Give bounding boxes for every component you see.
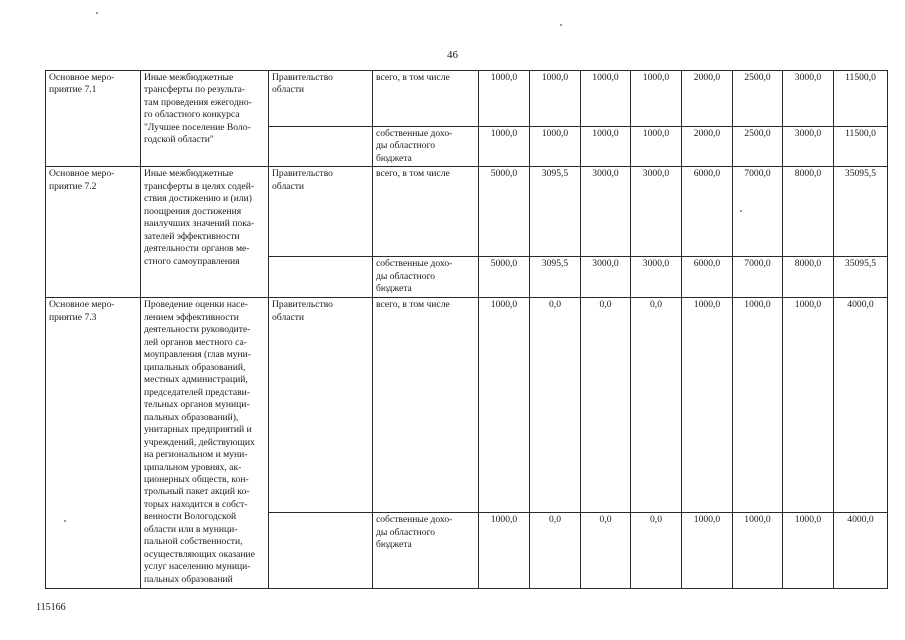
value-cell: 1000,0 xyxy=(581,127,631,167)
table-row xyxy=(46,167,888,257)
value-cell: 0,0 xyxy=(631,298,682,513)
value-cell: 0,0 xyxy=(631,513,682,589)
value-cell: 5000,0 xyxy=(479,257,530,298)
scan-speck xyxy=(64,520,66,522)
activity-name: Основное меро- приятие 7.1 xyxy=(46,71,141,167)
activity-name: Основное меро- приятие 7.3 xyxy=(46,298,141,589)
value-cell: 35095,5 xyxy=(834,167,888,257)
value-cell: 3000,0 xyxy=(581,257,631,298)
value-cell: 0,0 xyxy=(530,513,581,589)
value-cell: 11500,0 xyxy=(834,127,888,167)
scan-speck xyxy=(740,210,742,212)
value-cell: 3000,0 xyxy=(631,167,682,257)
source-own-label: собственные дохо- ды областного бюджета xyxy=(373,127,479,167)
value-cell: 1000,0 xyxy=(479,513,530,589)
activity-description: Иные межбюджетные трансферты по результа- там проведения ежегодно- го областного конкурса "Лучшее поселение Воло- годской области" xyxy=(141,71,269,167)
value-cell: 0,0 xyxy=(581,298,631,513)
value-cell: 7000,0 xyxy=(733,167,783,257)
activity-name: Основное меро- приятие 7.2 xyxy=(46,167,141,298)
value-cell: 4000,0 xyxy=(834,513,888,589)
value-cell: 5000,0 xyxy=(479,167,530,257)
value-cell: 1000,0 xyxy=(631,71,682,127)
value-cell: 8000,0 xyxy=(783,257,834,298)
value-cell: 1000,0 xyxy=(733,513,783,589)
source-total-label: всего, в том числе xyxy=(373,71,479,127)
value-cell: 2000,0 xyxy=(682,127,733,167)
executor: Правительство области xyxy=(269,167,373,257)
value-cell: 2500,0 xyxy=(733,127,783,167)
table-row xyxy=(46,71,888,127)
value-cell: 1000,0 xyxy=(479,298,530,513)
value-cell: 7000,0 xyxy=(733,257,783,298)
table-row xyxy=(46,298,888,513)
value-cell: 1000,0 xyxy=(530,71,581,127)
executor: Правительство области xyxy=(269,71,373,127)
scan-speck xyxy=(560,24,562,26)
activity-description: Проведение оценки насе- лением эффективности деятельности руководите- лей органов местного са- моуправления (глав муни- ципальных образований, местных администраций, председателей представи- тельных органов муници- пальных образований), унитарных предприятий и учреждений, действующих на региональном и муни- ципальном уровнях, ак- ционерных обществ, кон- трольный пакет акций ко- торых находится в собст- венности Вологодской области или в муници- пальной собственности, осуществляющих оказание услуг населению муници- пальных образований xyxy=(141,298,269,589)
value-cell: 3000,0 xyxy=(581,167,631,257)
value-cell: 3095,5 xyxy=(530,257,581,298)
value-cell: 1000,0 xyxy=(631,127,682,167)
value-cell: 2500,0 xyxy=(733,71,783,127)
value-cell: 4000,0 xyxy=(834,298,888,513)
source-total-label: всего, в том числе xyxy=(373,167,479,257)
value-cell: 1000,0 xyxy=(581,71,631,127)
value-cell: 6000,0 xyxy=(682,257,733,298)
executor-empty xyxy=(269,127,373,167)
funding-table xyxy=(45,70,888,589)
value-cell: 3095,5 xyxy=(530,167,581,257)
activity-description: Иные межбюджетные трансферты в целях содей- ствия достижению и (или) поощрения достижения наилучших значений пока- зателей эффективности деятельности органов ме- стного самоуправления xyxy=(141,167,269,298)
value-cell: 1000,0 xyxy=(783,513,834,589)
value-cell: 0,0 xyxy=(530,298,581,513)
source-total-label: всего, в том числе xyxy=(373,298,479,513)
value-cell: 1000,0 xyxy=(783,298,834,513)
document-code: 115166 xyxy=(36,602,66,613)
value-cell: 1000,0 xyxy=(479,127,530,167)
value-cell: 1000,0 xyxy=(682,298,733,513)
value-cell: 0,0 xyxy=(581,513,631,589)
value-cell: 11500,0 xyxy=(834,71,888,127)
value-cell: 1000,0 xyxy=(479,71,530,127)
value-cell: 8000,0 xyxy=(783,167,834,257)
source-own-label: собственные дохо- ды областного бюджета xyxy=(373,257,479,298)
source-own-label: собственные дохо- ды областного бюджета xyxy=(373,513,479,589)
value-cell: 2000,0 xyxy=(682,71,733,127)
value-cell: 1000,0 xyxy=(733,298,783,513)
scan-speck xyxy=(96,12,98,14)
page-number: 46 xyxy=(447,49,458,61)
value-cell: 1000,0 xyxy=(530,127,581,167)
value-cell: 3000,0 xyxy=(783,71,834,127)
value-cell: 3000,0 xyxy=(783,127,834,167)
executor-empty xyxy=(269,513,373,589)
value-cell: 35095,5 xyxy=(834,257,888,298)
value-cell: 3000,0 xyxy=(631,257,682,298)
value-cell: 6000,0 xyxy=(682,167,733,257)
value-cell: 1000,0 xyxy=(682,513,733,589)
executor-empty xyxy=(269,257,373,298)
executor: Правительство области xyxy=(269,298,373,513)
